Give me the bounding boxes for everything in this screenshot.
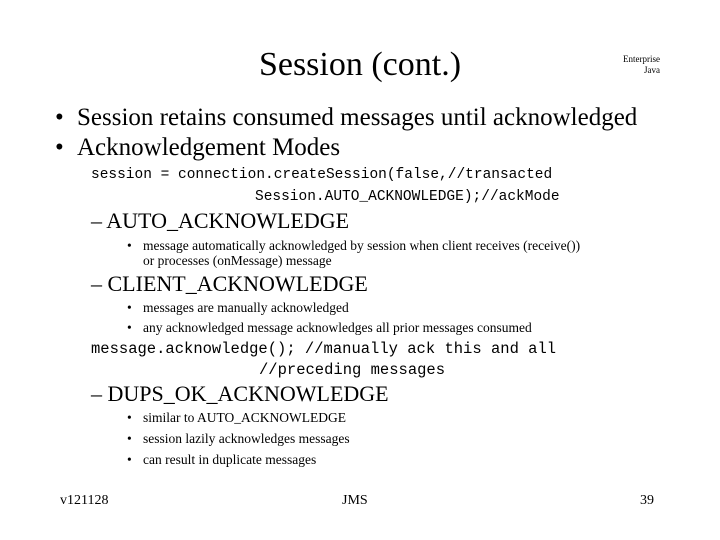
bullet-icon: • bbox=[127, 300, 132, 315]
sub-bullet bbox=[127, 431, 350, 447]
sub-bullet-text: similar to AUTO_ACKNOWLEDGE bbox=[143, 410, 346, 425]
bullet-icon: • bbox=[127, 410, 132, 425]
bullet-icon: • bbox=[55, 134, 64, 161]
code-line: //preceding messages bbox=[259, 361, 446, 379]
bullet-icon: • bbox=[55, 104, 64, 131]
bullet-icon: • bbox=[127, 238, 132, 253]
bullet-text: Acknowledgement Modes bbox=[77, 134, 341, 161]
footer-topic: JMS bbox=[342, 493, 368, 508]
code-line: message.acknowledge(); //manually ack this and all bbox=[91, 340, 557, 358]
bullet-icon: • bbox=[127, 452, 132, 467]
sub-bullet-continuation: or processes (onMessage) message bbox=[143, 253, 332, 268]
code-line: Session.AUTO_ACKNOWLEDGE);//ackMode bbox=[255, 189, 560, 205]
bullet-icon: • bbox=[127, 431, 132, 446]
brand-label bbox=[623, 54, 660, 76]
sub-bullet-text: can result in duplicate messages bbox=[143, 452, 317, 467]
sub-bullet-text: message automatically acknowledged by session when client receives (receive()) bbox=[143, 238, 581, 253]
sub-bullet bbox=[127, 320, 532, 336]
brand-line-2: Java bbox=[644, 65, 660, 75]
sub-bullet-text: session lazily acknowledges messages bbox=[143, 431, 350, 446]
sub-bullet bbox=[127, 410, 346, 426]
sub-bullet-text: messages are manually acknowledged bbox=[143, 300, 349, 315]
sub-bullet-text: any acknowledged message acknowledges all prior messages consumed bbox=[143, 320, 532, 335]
bullet-icon: • bbox=[127, 320, 132, 335]
bullet-text: Session retains consumed messages until acknowledged bbox=[77, 104, 638, 131]
sub-bullet bbox=[127, 238, 580, 254]
mode-heading: – DUPS_OK_ACKNOWLEDGE bbox=[91, 381, 389, 406]
sub-bullet bbox=[127, 452, 316, 468]
mode-heading: – CLIENT_ACKNOWLEDGE bbox=[91, 271, 368, 296]
bullet-item bbox=[55, 133, 340, 163]
brand-line-1: Enterprise bbox=[623, 54, 660, 64]
bullet-item bbox=[55, 103, 637, 133]
code-line: session = connection.createSession(false,//transacted bbox=[91, 167, 553, 183]
footer-page-number: 39 bbox=[640, 493, 654, 508]
mode-heading: – AUTO_ACKNOWLEDGE bbox=[91, 208, 350, 233]
sub-bullet bbox=[127, 300, 349, 316]
slide-title: Session (cont.) bbox=[258, 46, 462, 83]
footer-version: v121128 bbox=[60, 493, 109, 508]
